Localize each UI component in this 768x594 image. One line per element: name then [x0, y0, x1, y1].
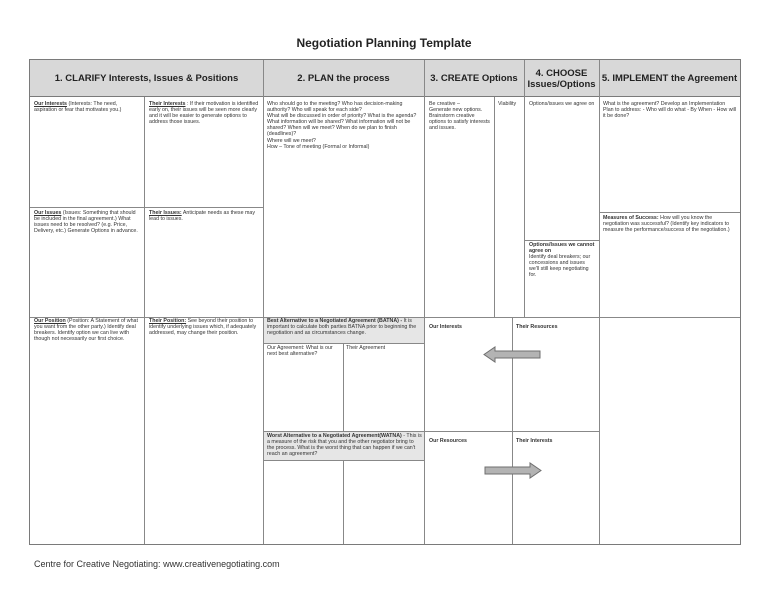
their-position-cell [149, 318, 259, 336]
watna-title: Worst Alternative to a Negotiated Agreement(WATNA) [267, 433, 402, 439]
our-issues-text: (Issues: Something that should be included in the final agreement.) What issues need to be resolved? (e.g. Price, Delivery, etc.) Generate Options in advance. [34, 210, 138, 235]
grid-line [343, 460, 344, 544]
grid-line [263, 60, 264, 544]
grid-line [264, 431, 424, 432]
their-issues-cell [149, 210, 259, 222]
their-issues-label: Their Issues: [149, 210, 182, 216]
our-position-cell [34, 318, 141, 342]
agree-options-cell: Options/issues we agree on [529, 101, 595, 107]
arrow-left-shape [484, 347, 540, 362]
their-position-label: Their Position: [149, 318, 187, 324]
grid-line [524, 60, 525, 317]
arrow-right-shape [485, 463, 541, 478]
batna-title: Best Alternative to a Negotiated Agreement (BATNA) - [267, 318, 403, 324]
viability-cell: Viability [498, 101, 517, 107]
grid-line [264, 343, 424, 344]
batna-text: It is important to calculate both parties BATNA prior to beginning the negotiation and as circumstances change. [267, 318, 417, 337]
disagree-options-text: Identify deal breakers; our concessions and issues we'll still keep negotiating for. [529, 254, 591, 279]
grid-line [524, 240, 599, 241]
our-interests-text: (Interests: The need, aspiration or fear that motivates you.) [34, 101, 122, 114]
exchange-their-resources: Their Resources [516, 324, 558, 330]
their-interests-text: : If their motivation is identified early on, their issues will be seen more clearly and it will be easier to generate options to address those issues. [149, 101, 259, 126]
grid-line [599, 212, 740, 213]
header-clarify: 1. CLARIFY Interests, Issues & Positions [54, 73, 239, 84]
our-agreement-cell: Our Agreement: What is our next best alternative? [267, 345, 333, 358]
grid-line [424, 60, 425, 544]
batna-cell [267, 318, 422, 336]
page-title: Negotiation Planning Template [296, 36, 472, 50]
our-position-text: (Position: A Statement of what you want from the other party.) Identify deal breakers. Identify option we can live with though not necessarily our first choice. [34, 318, 138, 343]
grid-line [424, 431, 599, 432]
grid-line [343, 343, 344, 431]
our-issues-label: Our Issues [34, 210, 62, 216]
footer-credit: Centre for Creative Negotiating: www.creativenegotiating.com [34, 559, 280, 569]
grid-line [144, 97, 145, 544]
header-create: 3. CREATE Options [430, 73, 518, 84]
arrow-left-icon [483, 346, 541, 363]
header-implement: 5. IMPLEMENT the Agreement [601, 73, 738, 84]
watna-cell [267, 433, 422, 457]
our-position-label: Our Position [34, 318, 66, 324]
success-measures-cell [603, 215, 737, 233]
their-interests-label: Their Interests [149, 101, 186, 107]
grid-line [264, 460, 424, 461]
our-interests-label: Our Interests [34, 101, 67, 107]
grid-line [599, 60, 600, 317]
plan-process-cell: Who should go to the meeting? Who has decision-making authority? Who will speak for each side? What will be discussed in order of priority? What is the agenda? What information will be shared? What information will not be shared? When will we meet? When do we plan to finish (deadlines)? Where will we meet? How – Tone of meeting (Formal or Informal) [267, 101, 417, 150]
header-plan: 2. PLAN the process [297, 73, 390, 84]
implementation-cell: What is the agreement? Develop an Implementation Plan to address: - Who will do what - By When - How will it be done? [603, 101, 737, 120]
success-text: How will you know the negotiation was successful? (Identify key indicators to measure the performance/success of the negotiation.) [603, 215, 730, 234]
disagree-options-title: Options/Issues we cannot agree on [529, 242, 595, 255]
their-position-text: See beyond their position to identify underlying issues which, if adequately addressed, may change their position. [149, 318, 257, 337]
grid-line [30, 207, 263, 208]
their-agreement-cell: Their Agreement [346, 345, 386, 351]
our-interests-cell [34, 101, 141, 113]
success-title: Measures of Success: [603, 215, 659, 221]
grid-line [599, 317, 600, 544]
grid-line [494, 97, 495, 317]
disagree-options-cell [529, 242, 595, 279]
our-issues-cell [34, 210, 141, 234]
exchange-our-interests: Our Interests [429, 324, 462, 330]
header-choose: 4. CHOOSE Issues/Options [527, 67, 596, 90]
their-issues-text: Anticipate needs as these may lead to issues. [149, 210, 256, 223]
arrow-right-icon [484, 462, 542, 479]
create-options-cell: Be creative – Generate new options. Brainstorm creative options to satisfy interests and issues. [429, 101, 490, 132]
their-interests-cell [149, 101, 259, 125]
watna-text: - This is a measure of the risk that you and the other negotiator bring to the process. What is the worst thing that can happen if we can't reach an agreement? [267, 433, 422, 458]
exchange-their-interests: Their Interests [516, 438, 553, 444]
exchange-our-resources: Our Resources [429, 438, 467, 444]
